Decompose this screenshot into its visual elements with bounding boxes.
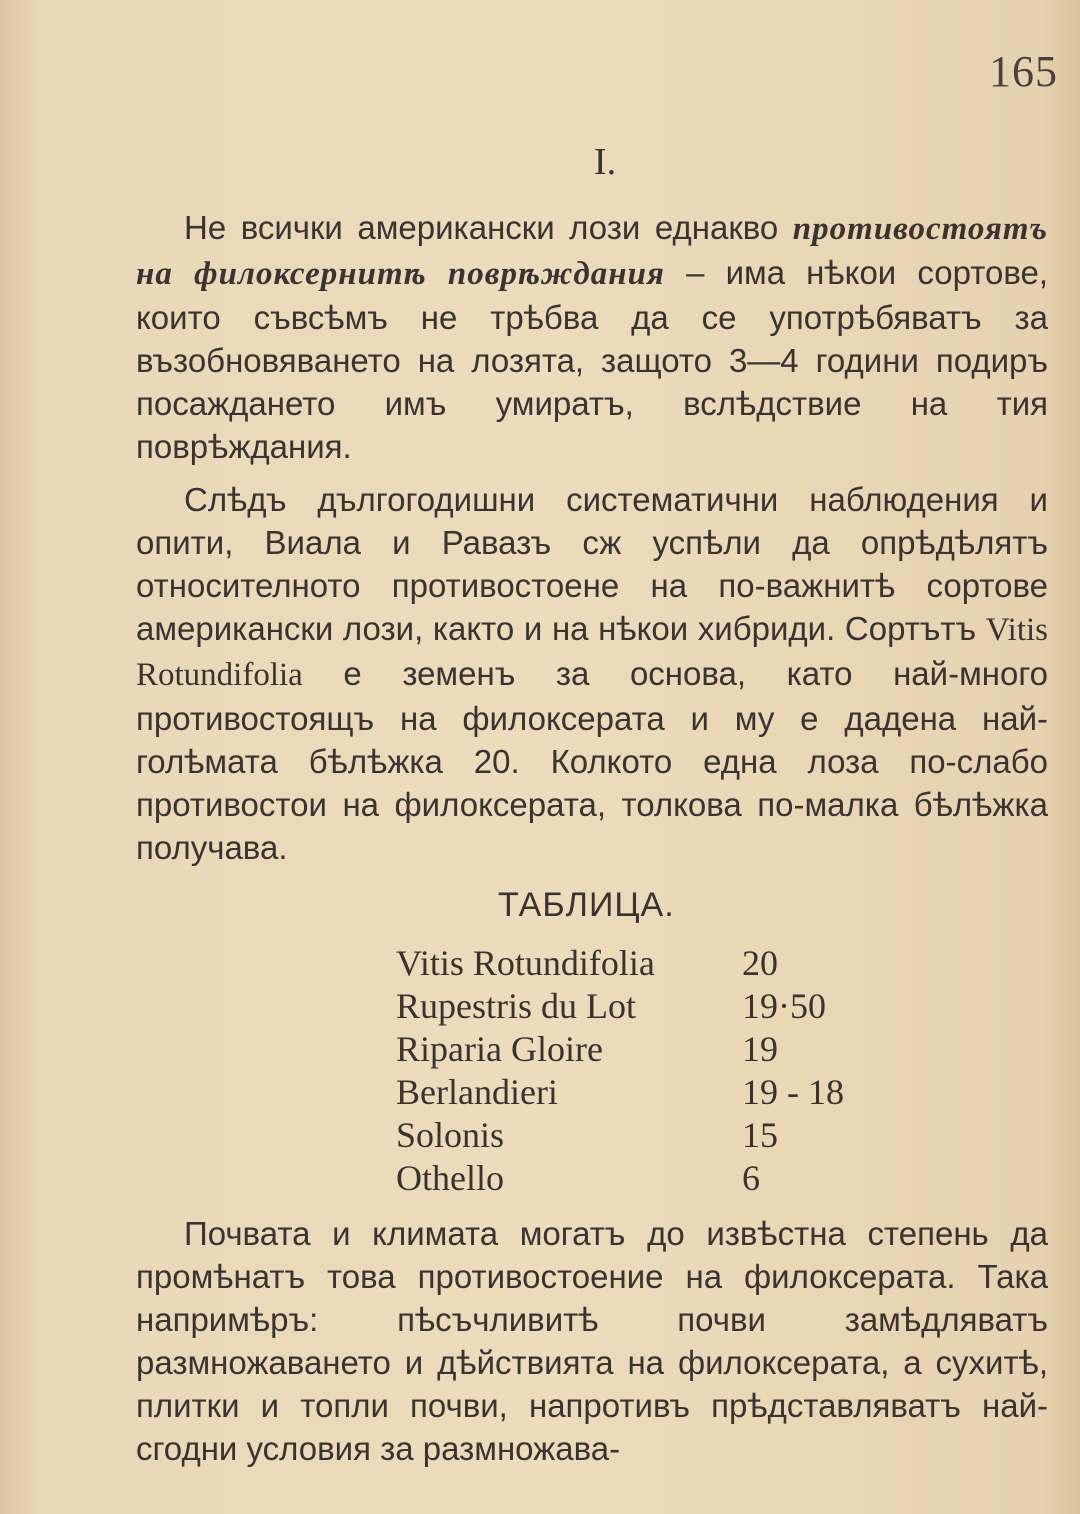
table-row — [396, 985, 902, 1028]
variety-score: 19·50 — [742, 986, 826, 1026]
variety-name: Riparia Gloire — [396, 1029, 603, 1069]
variety-score: 20 — [742, 943, 778, 983]
table-row — [396, 942, 902, 985]
paragraph-1-emphasis: противостоятъ на филоксернитѣ поврѣждания — [136, 211, 1048, 292]
variety-name: Solonis — [396, 1115, 505, 1155]
variety-score: 6 — [742, 1158, 760, 1198]
variety-name: Vitis Rotundifolia — [396, 943, 655, 983]
paragraph-3 — [136, 1212, 1048, 1470]
table-row — [396, 1157, 902, 1200]
paragraph-3-text: Почвата и климата могатъ до извѣстна степень да промѣнатъ това противостоение на филоксерата. Така напримѣръ: пѣсъчливитѣ почви замѣдляватъ размножаването и дѣйствията на филоксерата, а сухитѣ, плитки и топли почви, напротивъ прѣдставляватъ най-сгодни условия за размножава- — [136, 1215, 1048, 1467]
variety-score: 19 - 18 — [742, 1072, 844, 1112]
paragraph-2-part-1: Слѣдъ дългогодишни систематични наблюдения и опити, Виала и Равазъ сж успѣли да опрѣдѣлятъ относителното противостоене на по-важнитѣ сортове американски лози, както и на нѣкои хибриди. Сортътъ — [136, 481, 1048, 647]
paragraph-2-part-2: е земенъ за основа, като най-много противостоящъ на филоксерата и му е дадена най-голѣмата бѣлѣжка 20. Колкото една лоза по-слабо противостои на филоксерата, толкова по-малка бѣлѣжка получава. — [136, 655, 1048, 866]
table-row — [396, 1071, 902, 1114]
table-title: ТАБЛИЦА. — [498, 886, 675, 924]
paragraph-1-intro: Не всички американски лози еднакво — [184, 209, 779, 246]
paragraph-1 — [136, 206, 1048, 468]
table-row — [396, 1028, 902, 1071]
paragraph-1-rest: – има нѣкои сортове, които съвсѣмъ не трѣбва да се употрѣбяватъ за възобновяването на лозята, защото 3—4 години подиръ посаждането имъ умиратъ, вслѣдствие на тия поврѣждания. — [136, 254, 1048, 465]
variety-name: Rupestris du Lot — [396, 986, 636, 1026]
paragraph-2 — [136, 478, 1048, 869]
table-row — [396, 1114, 902, 1157]
variety-name: Berlandieri — [396, 1072, 558, 1112]
variety-name: Othello — [396, 1158, 504, 1198]
paragraph-2-latin-name: Vitis Rotundifolia — [136, 612, 1048, 693]
resistance-table — [396, 942, 902, 1200]
page-number: 165 — [989, 47, 1058, 96]
variety-score: 19 — [742, 1029, 778, 1069]
section-heading: I. — [593, 141, 617, 183]
variety-score: 15 — [742, 1115, 778, 1155]
